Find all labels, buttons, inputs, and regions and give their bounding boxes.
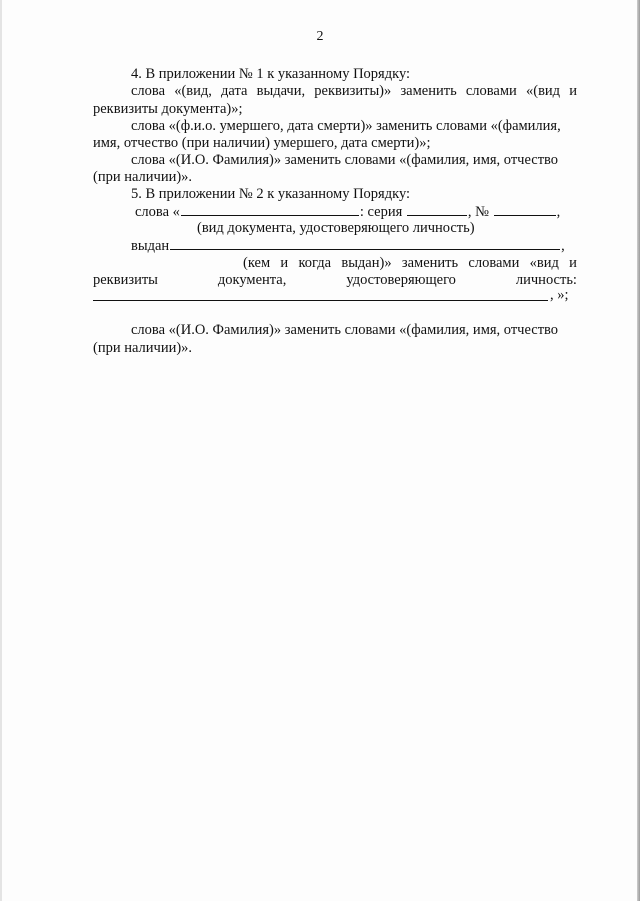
p5-kem-w1: и <box>280 255 289 271</box>
p4-line-6: (при наличии)». <box>93 169 193 185</box>
p5-req-w2: удостоверяющего <box>346 272 456 288</box>
p5-form-line-2 <box>131 236 565 255</box>
p5-kem-w7: и <box>569 255 577 271</box>
p5-comma-1: , <box>556 204 561 220</box>
blank-doc-type <box>181 202 359 216</box>
p4-l1-w5: заменить <box>400 83 457 99</box>
p5-kem-w2: когда <box>298 255 332 271</box>
blank-series <box>407 202 467 216</box>
p4-l1-w3: выдачи, <box>256 83 306 99</box>
blank-requisites <box>93 300 548 301</box>
p5-req-w3: личность: <box>515 272 577 288</box>
p4-l1-w6: словами <box>465 83 517 99</box>
p4-l1-w1: «(вид, <box>174 83 212 99</box>
p5-kem-w6: «вид <box>529 255 559 271</box>
p4-l1-w8: и <box>569 83 577 99</box>
p5-req-w0: реквизиты <box>93 272 158 288</box>
p5-req-w1: документа, <box>217 272 287 288</box>
p4-heading: 4. В приложении № 1 к указанному Порядку: <box>131 66 411 82</box>
page-left-edge <box>0 0 2 901</box>
p4-line-1 <box>131 82 577 100</box>
p5-heading: 5. В приложении № 2 к указанному Порядку: <box>131 186 411 202</box>
p5-kem-w3: выдан)» <box>341 255 392 271</box>
p5-kem-w0: (кем <box>243 255 271 271</box>
p4-line-2: реквизиты документа)»; <box>93 101 243 117</box>
p5-end-mark: , »; <box>550 287 569 303</box>
p4-l1-w7: «(вид <box>525 83 561 99</box>
p4-l1-w4: реквизиты)» <box>314 83 392 99</box>
p5-req-line <box>93 271 577 289</box>
p5-kem-line <box>243 254 577 272</box>
p5-number-label: , № <box>467 204 489 220</box>
page-number: 2 <box>316 29 324 44</box>
p5-comma-2: , <box>561 238 565 254</box>
p4-l1-w0: слова <box>131 83 166 99</box>
p4-line-5: слова «(И.О. Фамилия)» заменить словами «(фамилия, имя, отчество <box>131 152 559 168</box>
p5-issued-label: выдан <box>131 238 170 254</box>
p5-series-label: : серия <box>359 204 406 220</box>
p5-fio-line-1: слова «(И.О. Фамилия)» заменить словами «(фамилия, имя, отчество <box>131 322 559 338</box>
blank-issued-by <box>170 236 560 250</box>
p5-kem-w5: словами <box>468 255 520 271</box>
p5-kem-w4: заменить <box>401 255 459 271</box>
p5-fio-line-2: (при наличии)». <box>93 340 193 356</box>
p5-doc-caption: (вид документа, удостоверяющего личность) <box>197 220 475 236</box>
p5-words-prefix: слова « <box>135 204 180 220</box>
p4-l1-w2: дата <box>221 83 248 99</box>
p4-line-3: слова «(ф.и.о. умершего, дата смерти)» заменить словами «(фамилия, <box>131 118 561 134</box>
p4-line-4: имя, отчество (при наличии) умершего, дата смерти)»; <box>93 135 431 151</box>
blank-number <box>494 202 556 216</box>
